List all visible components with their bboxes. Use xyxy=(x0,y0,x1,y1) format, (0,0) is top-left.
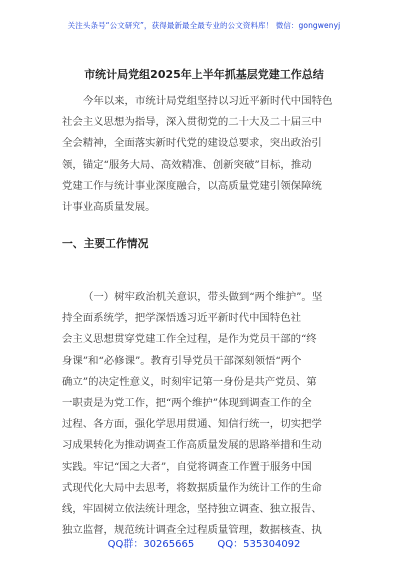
section-line: （一）树牢政治机关意识，带头做到“两个维护”。坚 xyxy=(83,291,323,303)
section-line: 持全面系统学，把学深悟透习近平新时代中国特色社 xyxy=(62,312,301,325)
header-banner-text: 关注头条号“公文研究”，获得最新最全最专业的公文资料库！ 微信：gongwenyj xyxy=(67,21,341,30)
footer-qq-group: QQ群：30265665 xyxy=(107,539,195,550)
footer-qq-number: QQ：535304092 xyxy=(217,539,301,550)
intro-line: 社会主义思想为指导，深入贯彻党的二十大及二十届三中 xyxy=(62,116,322,129)
section-line: 习成果转化为推动调查工作高质量发展的思路举措和生动 xyxy=(62,439,322,452)
section-line: 独立监督，规范统计调查全过程质量管理，数据核查、执 xyxy=(62,524,322,537)
section-paragraph xyxy=(62,287,358,541)
section-line: 式现代化大局中去思考，将数据质量作为统计工作的生命 xyxy=(62,481,322,494)
section-line: 确立”的决定性意义，时刻牢记第一身份是共产党员、第 xyxy=(62,375,317,388)
intro-paragraph xyxy=(62,91,358,218)
intro-line: 全会精神，全面落实新时代党的建设总要求，突出政治引 xyxy=(62,137,322,150)
section-heading: 一、主要工作情况 xyxy=(62,237,149,250)
section-line: 身课”和“必修课”。教育引导党员干部深刻领悟“两个 xyxy=(62,354,302,367)
section-line: 实践。牢记“国之大者”，自觉将调查工作置于服务中国 xyxy=(62,460,312,473)
header-banner xyxy=(0,20,408,31)
intro-line: 今年以来，市统计局党组坚持以习近平新时代中国特色 xyxy=(83,95,333,107)
intro-line: 领，锚定“服务大局、高效精准、创新突破”目标，推动 xyxy=(62,158,312,171)
section-line: 过程、各方面，强化学思用贯通、知信行统一，切实把学 xyxy=(62,418,322,431)
intro-line: 计事业高质量发展。 xyxy=(62,200,156,213)
section-line: 一职责是为党工作，把“两个维护”体现到调查工作的全 xyxy=(62,396,312,409)
footer-contact xyxy=(0,535,408,550)
intro-line: 党建工作与统计事业深度融合，以高质量党建引领保障统 xyxy=(62,179,322,192)
section-line: 会主义思想贯穿党建工作全过程，是作为党员干部的“终 xyxy=(62,333,317,346)
document-title: 市统计局党组2025年上半年抓基层党建工作总结 xyxy=(84,68,324,81)
section-line: 线，牢固树立依法统计理念，坚持独立调查、独立报告、 xyxy=(62,502,322,515)
